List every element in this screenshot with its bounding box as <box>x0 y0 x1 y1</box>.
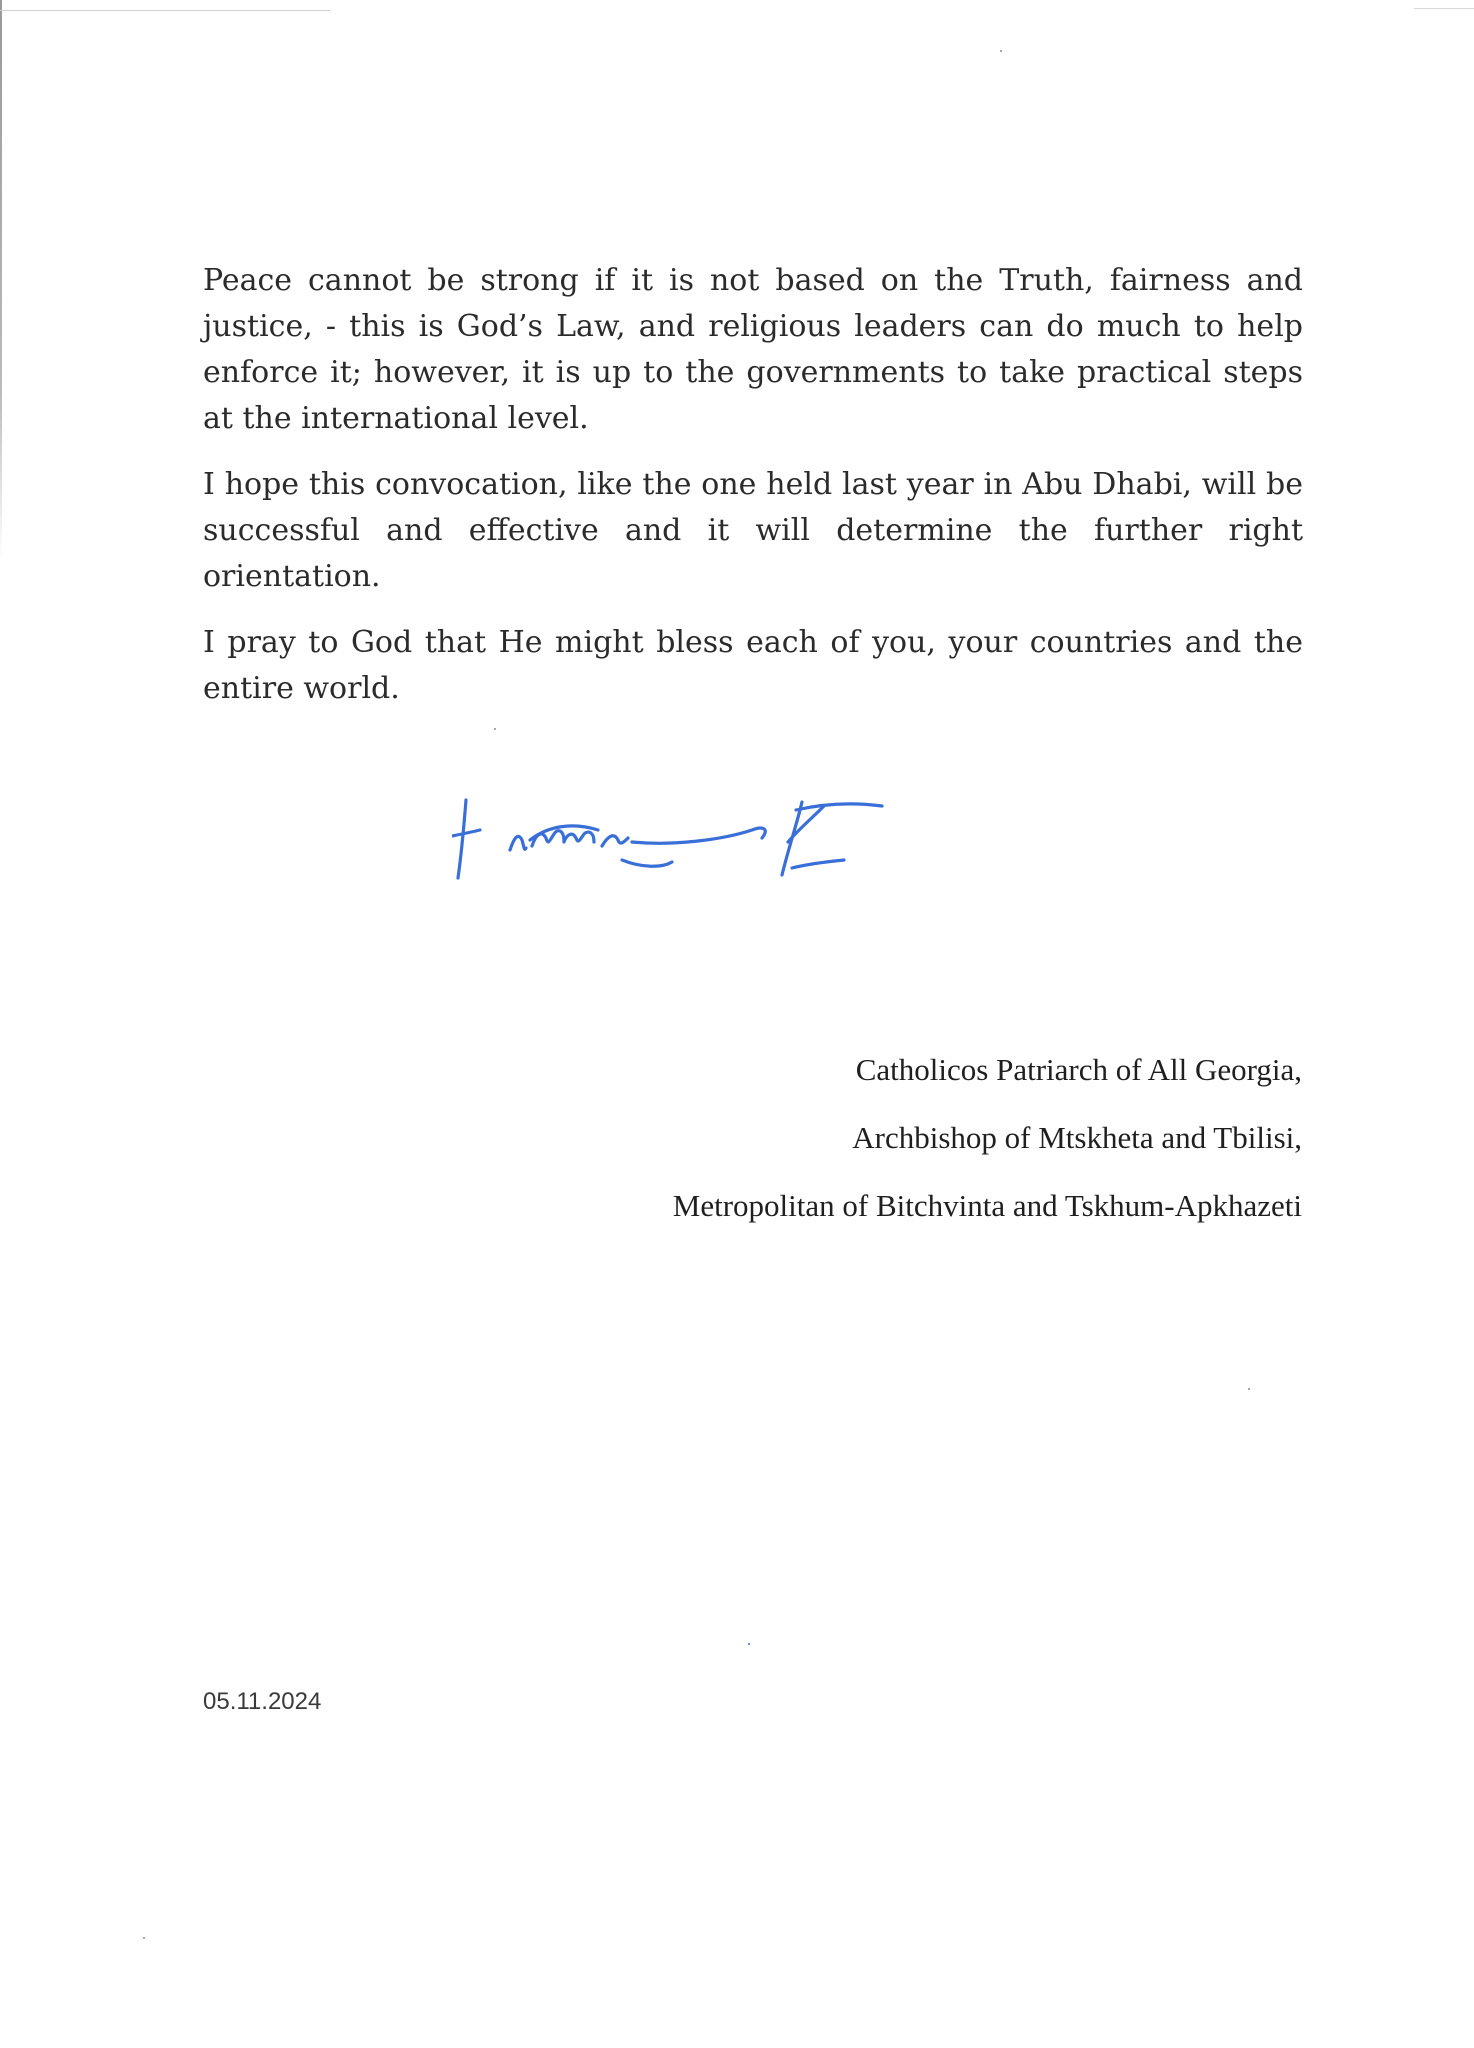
signatory-title: Catholicos Patriarch of All Georgia, <box>855 1052 1302 1087</box>
scan-edge-top <box>0 10 330 11</box>
scan-speck <box>748 1643 750 1645</box>
letter-date: 05.11.2024 <box>203 1688 322 1715</box>
paragraph-prayer: I pray to God that He might bless each of you, your countries and the entire world. <box>203 625 1303 706</box>
signatory-metropolitan: Metropolitan of Bitchvinta and Tskhum-Apkhazeti <box>672 1188 1302 1223</box>
scan-speck <box>143 1937 145 1939</box>
scan-speck <box>1000 50 1002 52</box>
scan-edge-left <box>0 0 2 560</box>
signatory-block <box>673 1036 1302 1240</box>
scan-speck <box>1248 1388 1250 1390</box>
letter-body <box>203 258 1303 732</box>
paragraph-convocation: I hope this convocation, like the one held last year in Abu Dhabi, will be successful and effective and it will determine the further right orientation. <box>203 467 1303 594</box>
signatory-archbishop: Archbishop of Mtskheta and Tbilisi, <box>852 1120 1302 1155</box>
handwritten-signature <box>452 780 952 890</box>
paragraph-peace: Peace cannot be strong if it is not based on the Truth, fairness and justice, - this is God’s Law, and religious leaders can do much to help enforce it; however, it is up to the governments to take practical steps at the international level. <box>203 263 1303 436</box>
scan-edge-top-right <box>1414 8 1474 9</box>
